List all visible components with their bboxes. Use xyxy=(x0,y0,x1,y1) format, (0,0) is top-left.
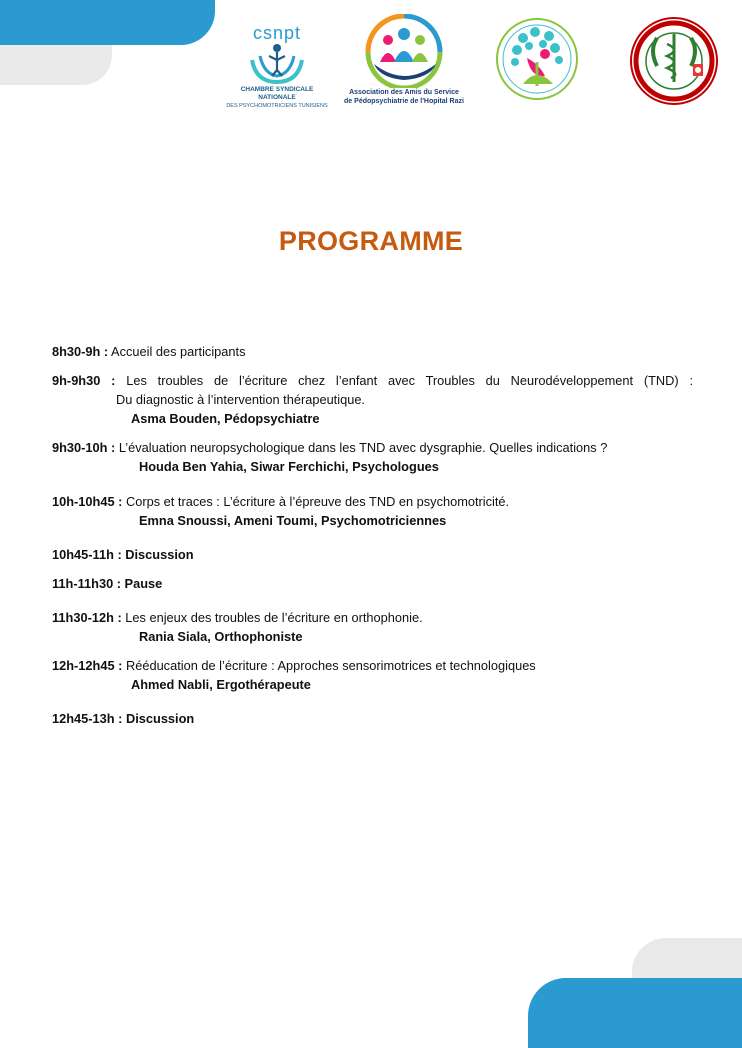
bottom-right-blue-banner xyxy=(528,978,742,1048)
programme-speaker: Houda Ben Yahia, Siwar Ferchichi, Psychologues xyxy=(139,459,439,474)
programme-text: Les enjeux des troubles de l’écriture en orthophonie. xyxy=(121,610,423,625)
programme-item-9 xyxy=(52,709,693,728)
programme-text: Accueil des participants xyxy=(108,344,246,359)
programme-time: 9h30-10h : xyxy=(52,440,116,455)
tree-emblem-icon xyxy=(487,14,587,104)
page-title: PROGRAMME xyxy=(278,226,464,256)
association-logo xyxy=(334,14,474,114)
hopital-razi-seal-icon xyxy=(627,16,721,106)
programme-text-continued: Du diagnostic à l’intervention thérapeutique. xyxy=(116,392,365,407)
programme-time: 10h45-11h : Discussion xyxy=(52,547,194,562)
programme-item-2 xyxy=(52,371,693,428)
programme-speaker: Ahmed Nabli, Ergothérapeute xyxy=(131,677,311,692)
programme-speaker: Asma Bouden, Pédopsychiatre xyxy=(131,411,320,426)
programme-text: Les troubles de l’écriture chez l’enfant avec Troubles du Neurodéveloppement (TND) : xyxy=(126,373,694,388)
association-logo-line1: Association des Amis du Service xyxy=(349,89,459,96)
programme-speaker: Rania Siala, Orthophoniste xyxy=(139,629,303,644)
top-left-grey-banner xyxy=(0,45,112,85)
programme-time: 10h-10h45 : xyxy=(52,494,123,509)
programme-item-8 xyxy=(52,656,693,694)
programme-item-6 xyxy=(52,574,693,593)
programme-item-4 xyxy=(52,492,693,530)
programme-text: L’évaluation neuropsychologique dans les TND avec dysgraphie. Quelles indications ? xyxy=(115,440,608,455)
programme-time: 12h-12h45 : xyxy=(52,658,123,673)
programme-text: Corps et traces : L’écriture à l’épreuve des TND en psychomotricité. xyxy=(122,494,510,509)
tree-emblem-logo xyxy=(487,14,587,104)
programme-time: 9h-9h30 : xyxy=(52,373,116,388)
programme-text: Rééducation de l’écriture : Approches sensorimotrices et technologiques xyxy=(122,658,536,673)
programme-time: 11h-11h30 : Pause xyxy=(52,576,163,591)
csnpt-logo-line1: CHAMBRE SYNDICALE NATIONALE xyxy=(240,86,314,101)
csnpt-logo-name: csnpt xyxy=(252,23,302,43)
programme-time: 11h30-12h : xyxy=(52,610,122,625)
programme-time: 8h30-9h : xyxy=(52,344,109,359)
csnpt-logo xyxy=(222,24,332,114)
programme-time: 12h45-13h : Discussion xyxy=(52,711,195,726)
csnpt-figure-icon xyxy=(222,42,332,86)
programme-item-5 xyxy=(52,545,693,564)
programme-item-1 xyxy=(52,342,693,361)
association-family-icon xyxy=(334,14,474,88)
programme-item-7 xyxy=(52,608,693,646)
csnpt-logo-line2: DES PSYCHOMOTRICIENS TUNISIENS xyxy=(226,103,328,109)
programme-speaker: Emna Snoussi, Ameni Toumi, Psychomotriciennes xyxy=(139,513,447,528)
top-left-blue-banner xyxy=(0,0,215,45)
hopital-razi-logo xyxy=(627,16,721,106)
programme-item-3 xyxy=(52,438,693,476)
programme-line xyxy=(52,371,693,390)
association-logo-line2: de Pédopsychiatrie de l'Hopital Razi xyxy=(344,98,464,105)
